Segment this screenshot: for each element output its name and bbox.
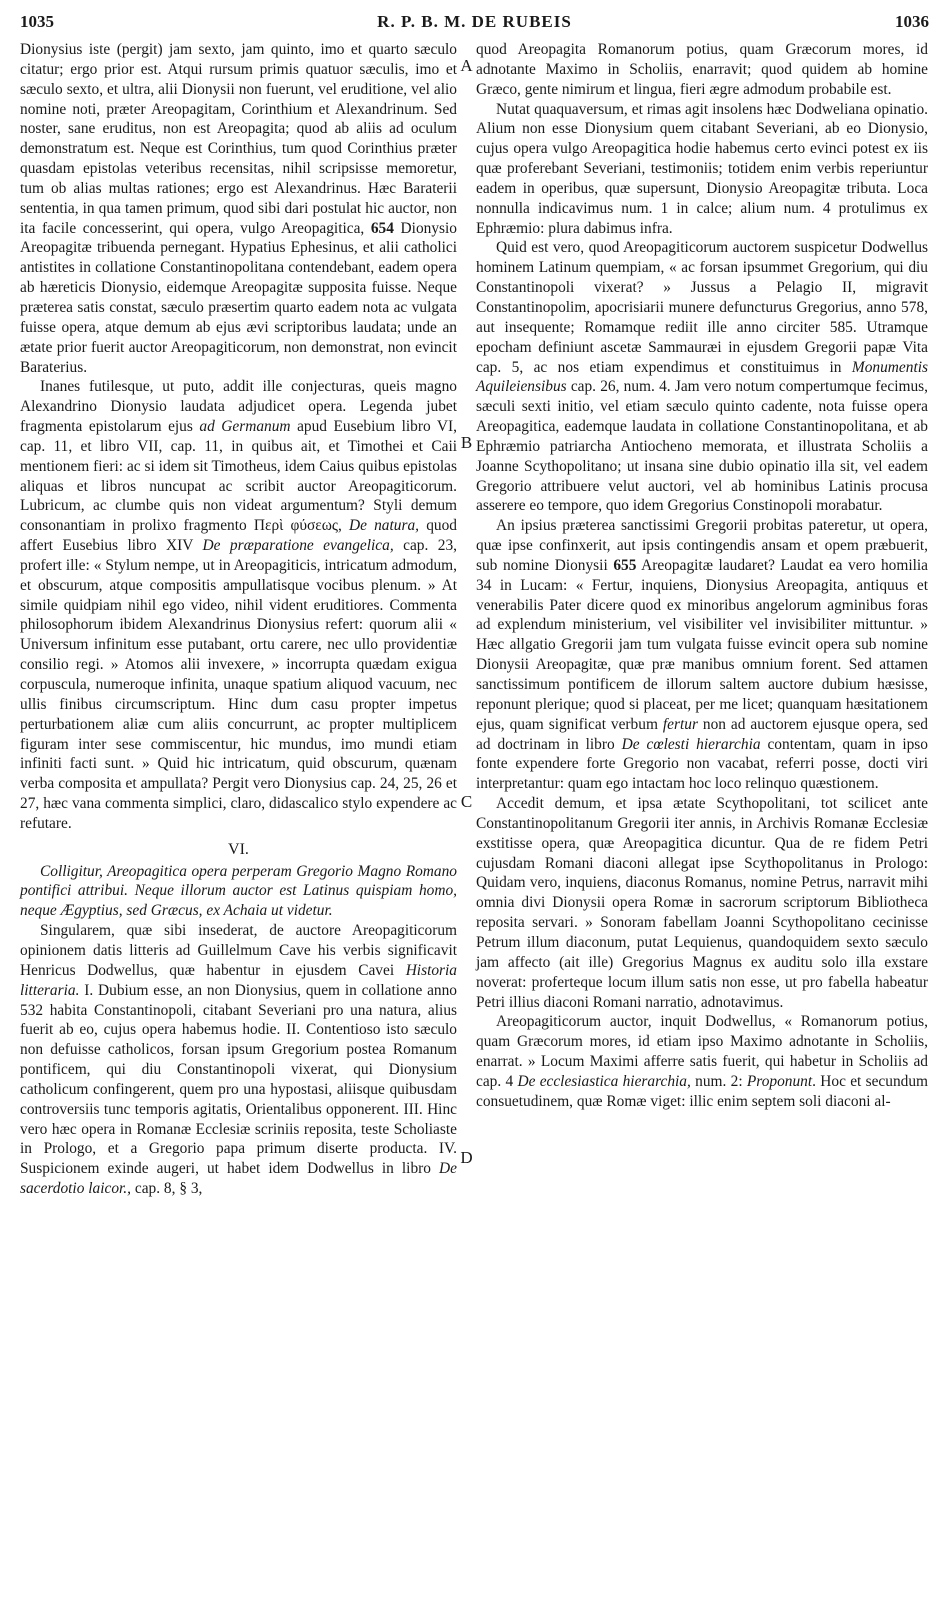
right-paragraph-6 <box>476 1012 928 1111</box>
text-run: Areopagitæ laudaret? Laudat ea vero homilia 34 in Lucam: « Fertur, inquiens, Dionysius Areopagita, antiquus et venerabilis Pater dicere quod ex minoribus angelorum agminibus foras ad explendum ministerium, vel visibiliter vel invisibiliter mittuntur. » Hæc allgatio Gregorii jam tum vulgata fuisse evincit opera sub nomine Dionysii Areopagitæ, quæ præ manibus omnium forent. Sed attamen sanctissimum pontificem de illorum saltem auctore dubium hæsisse, reponunt plerique; quod si placeat, per me licet; quanquam hæsitationem ejus, quam significat verbum <box>476 556 929 733</box>
text-run: cap. 26, num. 4. Jam vero notum compertumque fecimus, sæculi sexti initio, vel etiam sæculo quinto cadente, nota fuisse opera Areopagitica, eademque laudata in collatione Constantinopolitana, et ab Ephræmio patriarcha Antiocheno memorata, et illustrata Scholiis a Joanne Scythopolitano; ut insana sine dubio opinatio illa sit, vel eadem Gregorio attribuere velut auctori, vel ab hominibus Latinis procusa asserere eo tempore, quo idem Gregorius Constinopoli morabatur. <box>476 378 928 515</box>
text-run: Inanes futilesque, ut puto, addit ille conjecturas, queis magno Alexandrino Dionysio laudata adjudicet opera. Legenda jubet fragmenta epistolarum ejus <box>20 378 457 436</box>
italic-run: Historia litteraria. <box>20 961 457 999</box>
right-paragraph-4 <box>476 516 928 794</box>
left-paragraph-2 <box>20 377 457 833</box>
right-paragraph-3 <box>476 238 928 516</box>
right-column <box>476 40 928 1112</box>
italic-run: De cœlesti hierarchia <box>621 735 761 753</box>
text-run: contentam, quam in ipso fonte expendere forte Gregorio non vacabat, referri posse, docti viri interpretantur: quam ego intactam hoc loco relinquo quæstionem. <box>476 735 928 793</box>
text-run: Dionysius iste (pergit) jam sexto, jam quinto, imo et quarto sæculo citatur; ergo prior est. Atqui rursum primis quatuor sæculis, imo et sæculo sexto, et ultra, alii Dionysii non fuerunt, vel eruditione, vel alio nomine noti, præter Areopagitam, Corinthium et Alexandrinum. Sed noster, sane eruditus, non est Areopagita; quod ab aliis ad oculum demonstratum est. Neque est Corinthius, tum quod Corinthius præter quasdam epistolas veteribus recensitas, nihil scripsisse memoretur, tum ob alias multas rationes; ergo est Alexandrinus. Hæc Baraterii sententia, in qua tamen primum, quod sibi dari postulat hic auctor, non ita facile concesserint, qui opera, vulgo Areopagitica, <box>20 41 457 237</box>
right-paragraph-2: Nutat quaquaversum, et rimas agit insolens hæc Dodweliana opinatio. Alium non esse Dionysium quem citabant Severiani, ab eo Dionysio, cujus opera vulgo Areopagitica hodie habemus certo evinci potest ex iis quæ proferebant Severiani, testimoniis; totidem enim verbis reperiuntur eadem in operibus, quæ supersunt, Dionysio Areopagitæ tributa. Loca nonnulla indicavimus num. 1 in calce; alium num. 4 protulimus ex Ephræmio: plura dabimus infra. <box>476 100 928 237</box>
text-run: num. 2: <box>695 1072 743 1090</box>
page-number-left: 1035 <box>20 12 54 31</box>
italic-run: ad Germanum <box>199 418 291 436</box>
italic-run: Proponunt <box>746 1072 813 1090</box>
text-run: Areopagiticorum auctor, inquit Dodwellus, « Romanorum potius, quam Græcorum mores, id etiam ipso Maximo adnotante in Scholiis, enarrat. » Locum Maximi afferre satis fuerit, qui habetur in Scholiis ad cap. 4 <box>476 1013 928 1090</box>
column-marker: 654 <box>370 219 394 237</box>
italic-run: De natura, <box>348 517 420 535</box>
italic-run: Monumentis Aquileiensibus <box>476 358 928 396</box>
text-run: Quid est vero, quod Areopagiticorum auctorem suspicetur Dodwellus hominem Latinum quempiam, « ac forsan ipsummet Gregorium, qui diu Constantinopoli vixerat? » Jussus a Pelagio II, migravit Constantinopolim, apocrisiarii munere defuncturus Gregorius, anno 578, aut insequente; Romamque rediit ille anno circiter 585. Utramque epocham definiunt ascetæ Sammauræi in ejusdem Gregorii papæ Vita cap. 5, ac nos etiam expendimus et constituimus in <box>476 239 928 376</box>
italic-run: fertur <box>662 715 698 733</box>
text-run: I. Dubium esse, an non Dionysius, quem in collatione anno 532 habita Constantinopoli, citabant Severiani pro una natura, alius fuerit ab eo, cujus opera habemus hodie. II. Contentioso isto sæculo non defuisse catholicos, forsan ipsum Gregorium postea Romanum pontificem, qui diu Constantinopoli vixerat, qui Dionysium catholicum confingerent, quem pro una hypostasi, aliisque quibusdam controversiis tunc temporis agitatis, Orientalibus opponerent. III. Hinc vero hæc opera in Romanæ Ecclesiæ scriniis reposita, teste Scholiaste in Prologo, et a Gregorio papa primum diserte producta. IV. Suspicionem exinde augeri, ut habet idem Dodwellus in libro <box>20 981 457 1178</box>
column-marker: 655 <box>613 556 637 574</box>
section-summary: Colligitur, Areopagitica opera perperam Gregorio Magno Romano pontifici attribui. Neque illorum auctor est Latinus quispiam homo, neque Ægyptius, sed Græcus, ex Achaia ut videtur. <box>20 862 457 920</box>
text-run: Dionysio Areopagitæ tribuenda pernegant. Hypatius Ephesinus, et alii catholici antistites in collatione Constantinopolitana contendebant, eadem opera ab hæreticis Dionysio, eidemque Areopagitæ supposita fuisse. Neque præterea satis constat, sæculo præsertim quarto eadem nota ac vulgata fuisse opera, atque demum ab ejus ævi scriptoribus laudata; unde an ætate prior fuerit auctor Areopagiticorum, non demonstrat, non evincit Baraterius. <box>20 219 457 376</box>
left-column <box>20 40 457 1199</box>
text-run: Singularem, quæ sibi insederat, de auctore Areopagiticorum opinionem datis litteris ad Guillelmum Cave his verbis significavit Henricus Dodwellus, quæ habentur in ejusdem Cavei <box>20 922 457 979</box>
italic-run: De præparatione evangelica, <box>202 537 394 555</box>
running-title: R. P. B. M. DE RUBEIS <box>377 12 572 31</box>
text-run: quod affert Eusebius libro XIV <box>20 517 457 555</box>
section-number: VI. <box>228 840 249 858</box>
margin-letter-a: A <box>460 56 473 75</box>
left-paragraph-3 <box>20 921 457 1199</box>
text-run: An ipsius præterea sanctissimi Gregorii probitas pateretur, ut opera, quæ ipse confinxerit, aut ipsis contingendis ansam et opem præbuerit, sub nomine Dionysii <box>476 517 928 574</box>
text-run: apud Eusebium libro VI, cap. 11, et libro VII, cap. 11, in quibus ait, et Timothei et Caii mentionem fieri: ac si idem sit Timotheus, idem Caius quibus epistolas aliquas et libros nuncupat ac scribit auctor Areopagiticorum. Lubricum, ac clumbe quis non videat argumentum? Styli demum consonantiam in prolixo fragmento Περὶ φύσεως, <box>20 418 457 535</box>
page-number-right: 1036 <box>895 12 929 31</box>
text-run: . Hoc et secundum consuetudinem, quæ Romæ viget: illic enim septem soli diaconi al- <box>476 1072 928 1110</box>
right-paragraph-5: Accedit demum, et ipsa ætate Scythopolitani, tot scilicet ante Constantinopolitanum Gregorii iter annis, in Archivis Romanæ Ecclesiæ exstitisse opera, quæ Areopagitica dicuntur. Qua de re fidem Petri cujusdam Romani diaconi allegat ipse Scythopolitanus in Prologo: Quidam vero, inquiens, diaconus Romanus, nomine Petrus, narravit mihi omnia divi Dionysii opera Romæ in sacrorum scriptorum Bibliotheca reposita servari. » Sonoram fabellam Joanni Scythopolitano cecinisse Petrum illum diaconum, putat Lequienus, quandoquidem sexto sæculo jam affecto (ait ille) Gregorius Magnus ex auditu solo illa exstare noverat: proferteque locum illum satis non esse, ut pro fabella habeatur Petri illius diaconi Romani narratio, adnotavimus. <box>476 795 928 1011</box>
italic-run: De ecclesiastica hierarchia, <box>517 1072 691 1090</box>
text-run: non ad auctorem ejusque opera, sed ad doctrinam in libro <box>476 715 928 753</box>
text-run: cap. 8, § 3, <box>134 1180 203 1198</box>
right-paragraph-1: quod Areopagita Romanorum potius, quam Græcorum mores, id adnotante Maximo in Scholiis, enarravit; quod quidem ab homine Græco, gente nimirum et lingua, fieri ægre admodum probabile est. <box>476 41 928 98</box>
margin-letter-b: B <box>460 433 473 452</box>
text-run: cap. 23, profert ille: « Stylum nempe, ut in Areopagiticis, intricatum admodum, et obscurum, atque compositis ampullatisque vocibus plenum. » At simile quidpiam nihil ego video, nihil vident eruditiores. Commenta philosophorum ibidem Alexandrinus Dionysius refert: quorum alii « Universum infinitum esse putabant, ortu carere, nec ullo providentiæ consilio regi. » Atomos alii invexere, » incorrupta quædam exigua corpuscula, numeroque infinita, unaque spatium aliquod vacuum, nec ullis finibus circumscriptum. Hinc dum casu propter impetus perturbationem aliæ cum aliis concurrunt, ac propter multiplicem figuram inter sese commiscentur, hic mundus, imo mundi etiam infiniti facti sunt. » Quid hic intricatum, quid obscurum, quænam verba composita et ampullata? Pergit vero Dionysius cap. 24, 25, 26 et 27, hæc vana commenta simplici, claro, didascalico stylo expendere ac refutare. <box>20 537 458 832</box>
page-header <box>20 12 929 38</box>
margin-letter-c: C <box>460 792 473 811</box>
italic-run: De sacerdotio laicor., <box>20 1160 457 1198</box>
margin-letter-d: D <box>460 1148 473 1167</box>
left-paragraph-1 <box>20 40 457 377</box>
